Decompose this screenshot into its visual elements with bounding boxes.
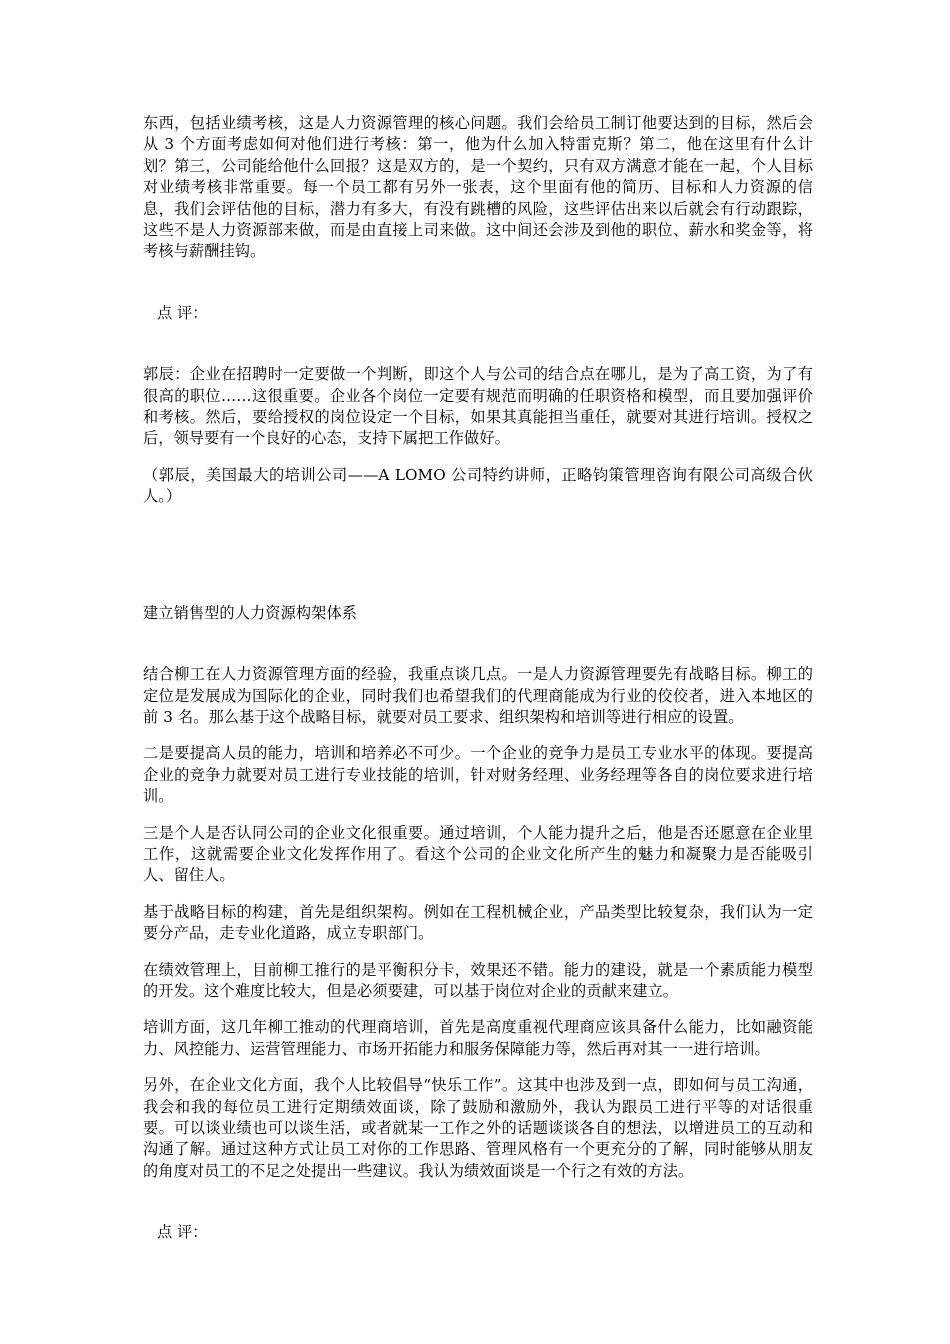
- paragraph-happy-work: 另外，在企业文化方面，我个人比较倡导“快乐工作”。这其中也涉及到一点，即如何与员工沟通，我会和我的每位员工进行定期绩效面谈，除了鼓励和激励外，我认为跟员工进行平等的对话很重要。可以谈业绩也可以谈生活，或者就某一工作之外的话题谈谈各自的想法，以增进员工的互动和沟通了解。通过这种方式让员工对你的工作思路、管理风格有一个更充分的了解，同时能够从朋友的角度对员工的不足之处提出一些建议。我认为绩效面谈是一个行之有效的方法。: [143, 1076, 813, 1180]
- comment-label: 点 评：: [157, 1223, 208, 1242]
- paragraph-training: 培训方面，这几年柳工推动的代理商培训，首先是高度重视代理商应该具备什么能力，比如融资能力、风控能力、运营管理能力、市场开拓能力和服务保障能力等，然后再对其一一进行培训。: [143, 1018, 813, 1058]
- paragraph-capability: 二是要提高人员的能力，培训和培养必不可少。一个企业的竞争力是员工专业水平的体现。要提高企业的竞争力就要对员工进行专业技能的培训，针对财务经理、业务经理等各自的岗位要求进行培训。: [143, 744, 813, 806]
- paragraph-guochen-comment: 郭辰：企业在招聘时一定要做一个判断，即这个人与公司的结合点在哪儿，是为了高工资，为了有很高的职位……这很重要。企业各个岗位一定要有规范而明确的任职资格和模型，而且要加强评价和考核。然后，要给授权的岗位设定一个目标，如果其真能担当重任，就要对其进行培训。授权之后，领导要有一个良好的心态，支持下属把工作做好。: [143, 365, 813, 448]
- paragraph-strategy-goal: 结合柳工在人力资源管理方面的经验，我重点谈几点。一是人力资源管理要先有战略目标。柳工的定位是发展成为国际化的企业，同时我们也希望我们的代理商能成为行业的佼佼者，进入本地区的前 3 名。那么基于这个战略目标，就要对员工要求、组织架构和培训等进行相应的设置。: [143, 665, 813, 726]
- document-page: [143, 113, 813, 1244]
- paragraph-guochen-bio: （郭辰，美国最大的培训公司——A LOMO 公司特约讲师，正略钧策管理咨询有限公司高级合伙人。）: [143, 465, 813, 506]
- comment-label: 点 评：: [157, 303, 208, 322]
- paragraph-performance-management: 在绩效管理上，目前柳工推行的是平衡积分卡，效果还不错。能力的建设，就是一个素质能力模型的开发。这个难度比较大，但是必须要建，可以基于岗位对企业的贡献来建立。: [143, 960, 813, 1000]
- paragraph-organization: 基于战略目标的构建，首先是组织架构。例如在工程机械企业，产品类型比较复杂，我们认为一定要分产品，走专业化道路，成立专职部门。: [143, 902, 813, 943]
- paragraph-culture: 三是个人是否认同公司的企业文化很重要。通过培训，个人能力提升之后，他是否还愿意在企业里工作，这就需要企业文化发挥作用了。看这个公司的企业文化所产生的魅力和凝聚力是否能吸引人、留住人。: [143, 823, 813, 885]
- section-title: 建立销售型的人力资源构架体系: [143, 603, 358, 622]
- paragraph-performance-review: 东西，包括业绩考核，这是人力资源管理的核心问题。我们会给员工制订他要达到的目标，然后会从 3 个方面考虑如何对他们进行考核：第一，他为什么加入特雷克斯？第二，他在这里有什么计划？第三，公司能给他什么回报？这是双方的，是一个契约，只有双方满意才能在一起，个人目标对业绩考核非常重要。每一个员工都有另外一张表，这个里面有他的简历、目标和人力资源的信息，我们会评估他的目标，潜力有多大，有没有跳槽的风险，这些评估出来以后就会有行动跟踪，这些不是人力资源部来做，而是由直接上司来做。这中间还会涉及到他的职位、薪水和奖金等，将考核与薪酬挂钩。: [143, 114, 813, 261]
